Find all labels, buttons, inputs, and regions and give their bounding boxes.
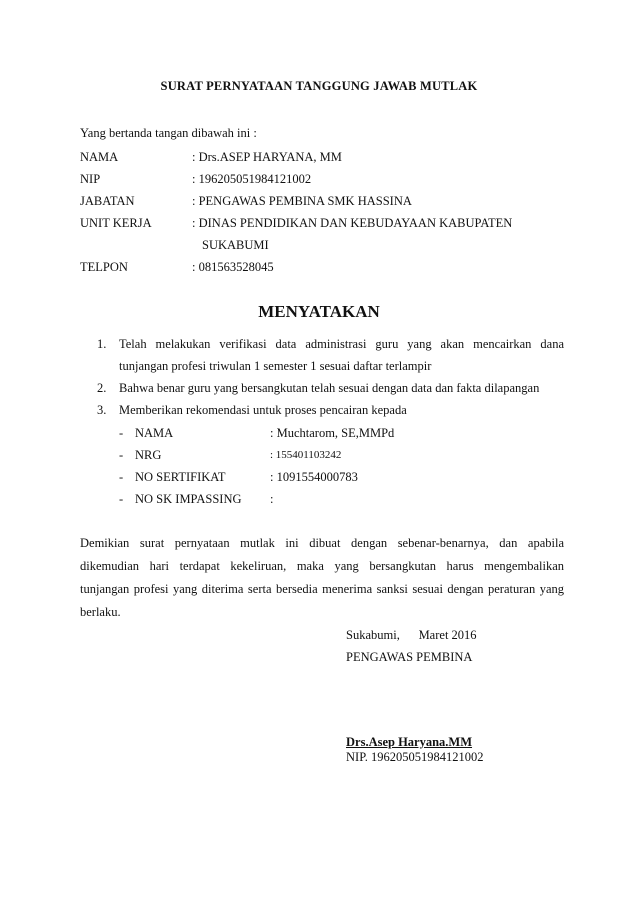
statement-number: 1.	[97, 337, 107, 351]
identity-label: NAMA	[80, 150, 119, 164]
recipient-label: NRG	[135, 448, 162, 462]
intro-text: Yang bertanda tangan dibawah ini :	[80, 126, 257, 140]
identity-label: UNIT KERJA	[80, 216, 152, 230]
identity-value: : 196205051984121002	[192, 172, 312, 186]
statement-number: 3.	[97, 403, 107, 417]
recipient-value: : 155401103242	[270, 449, 342, 461]
closing-line: Demikian surat pernyataan mutlak ini dibuat dengan sebenar-benarnya, dan apabila	[80, 536, 564, 550]
identity-row-nama	[80, 150, 342, 165]
identity-label: TELPON	[80, 260, 128, 274]
recipient-dash: -	[119, 470, 124, 484]
statement-number: 2.	[97, 381, 107, 395]
identity-row-telpon	[80, 260, 274, 275]
closing-line: tunjangan profesi yang diterima serta bersedia menerima sanksi sesuai dengan peraturan yang	[80, 582, 564, 596]
recipient-dash: -	[119, 492, 124, 506]
signature-name: Drs.Asep Haryana.MM	[346, 735, 473, 749]
closing-line: berlaku.	[80, 605, 121, 619]
recipient-dash: -	[119, 426, 124, 440]
section-heading: MENYATAKAN	[258, 302, 380, 321]
recipient-value: : Muchtarom, SE,MMPd	[270, 426, 395, 440]
closing-line: dikemudian hari terdapat kekeliruan, maka yang bersangkutan harus mengembalikan	[80, 559, 564, 573]
recipient-label: NO SK IMPASSING	[135, 492, 242, 506]
identity-row-unit-kerja	[80, 216, 512, 231]
statement-text: Bahwa benar guru yang bersangkutan telah sesuai dengan data dan fakta dilapangan	[119, 381, 540, 395]
identity-label: NIP	[80, 172, 101, 186]
identity-value-continuation: SUKABUMI	[202, 238, 269, 252]
recipient-dash: -	[119, 448, 124, 462]
identity-value: : Drs.ASEP HARYANA, MM	[192, 150, 342, 164]
recipient-value: :	[270, 492, 274, 506]
statement-text-continuation: tunjangan profesi triwulan 1 semester 1 sesuai daftar terlampir	[119, 359, 432, 373]
recipient-label: NO SERTIFIKAT	[135, 470, 226, 484]
identity-value: : PENGAWAS PEMBINA SMK HASSINA	[192, 194, 412, 208]
identity-value: : DINAS PENDIDIKAN DAN KEBUDAYAAN KABUPATEN	[192, 216, 513, 230]
identity-row-nip	[80, 172, 311, 187]
signature-role: PENGAWAS PEMBINA	[346, 650, 473, 664]
document-title: SURAT PERNYATAAN TANGGUNG JAWAB MUTLAK	[160, 79, 478, 93]
identity-row-jabatan	[80, 194, 412, 209]
identity-label: JABATAN	[80, 194, 135, 208]
statement-text: Telah melakukan verifikasi data administrasi guru yang akan mencairkan dana	[119, 337, 564, 351]
statement-text: Memberikan rekomendasi untuk proses pencairan kepada	[119, 403, 407, 417]
recipient-value: : 1091554000783	[270, 470, 358, 484]
signature-nip: NIP. 196205051984121002	[346, 750, 484, 764]
recipient-label: NAMA	[135, 426, 174, 440]
signature-place-date: Sukabumi, Maret 2016	[346, 628, 477, 642]
identity-value: : 081563528045	[192, 260, 274, 274]
